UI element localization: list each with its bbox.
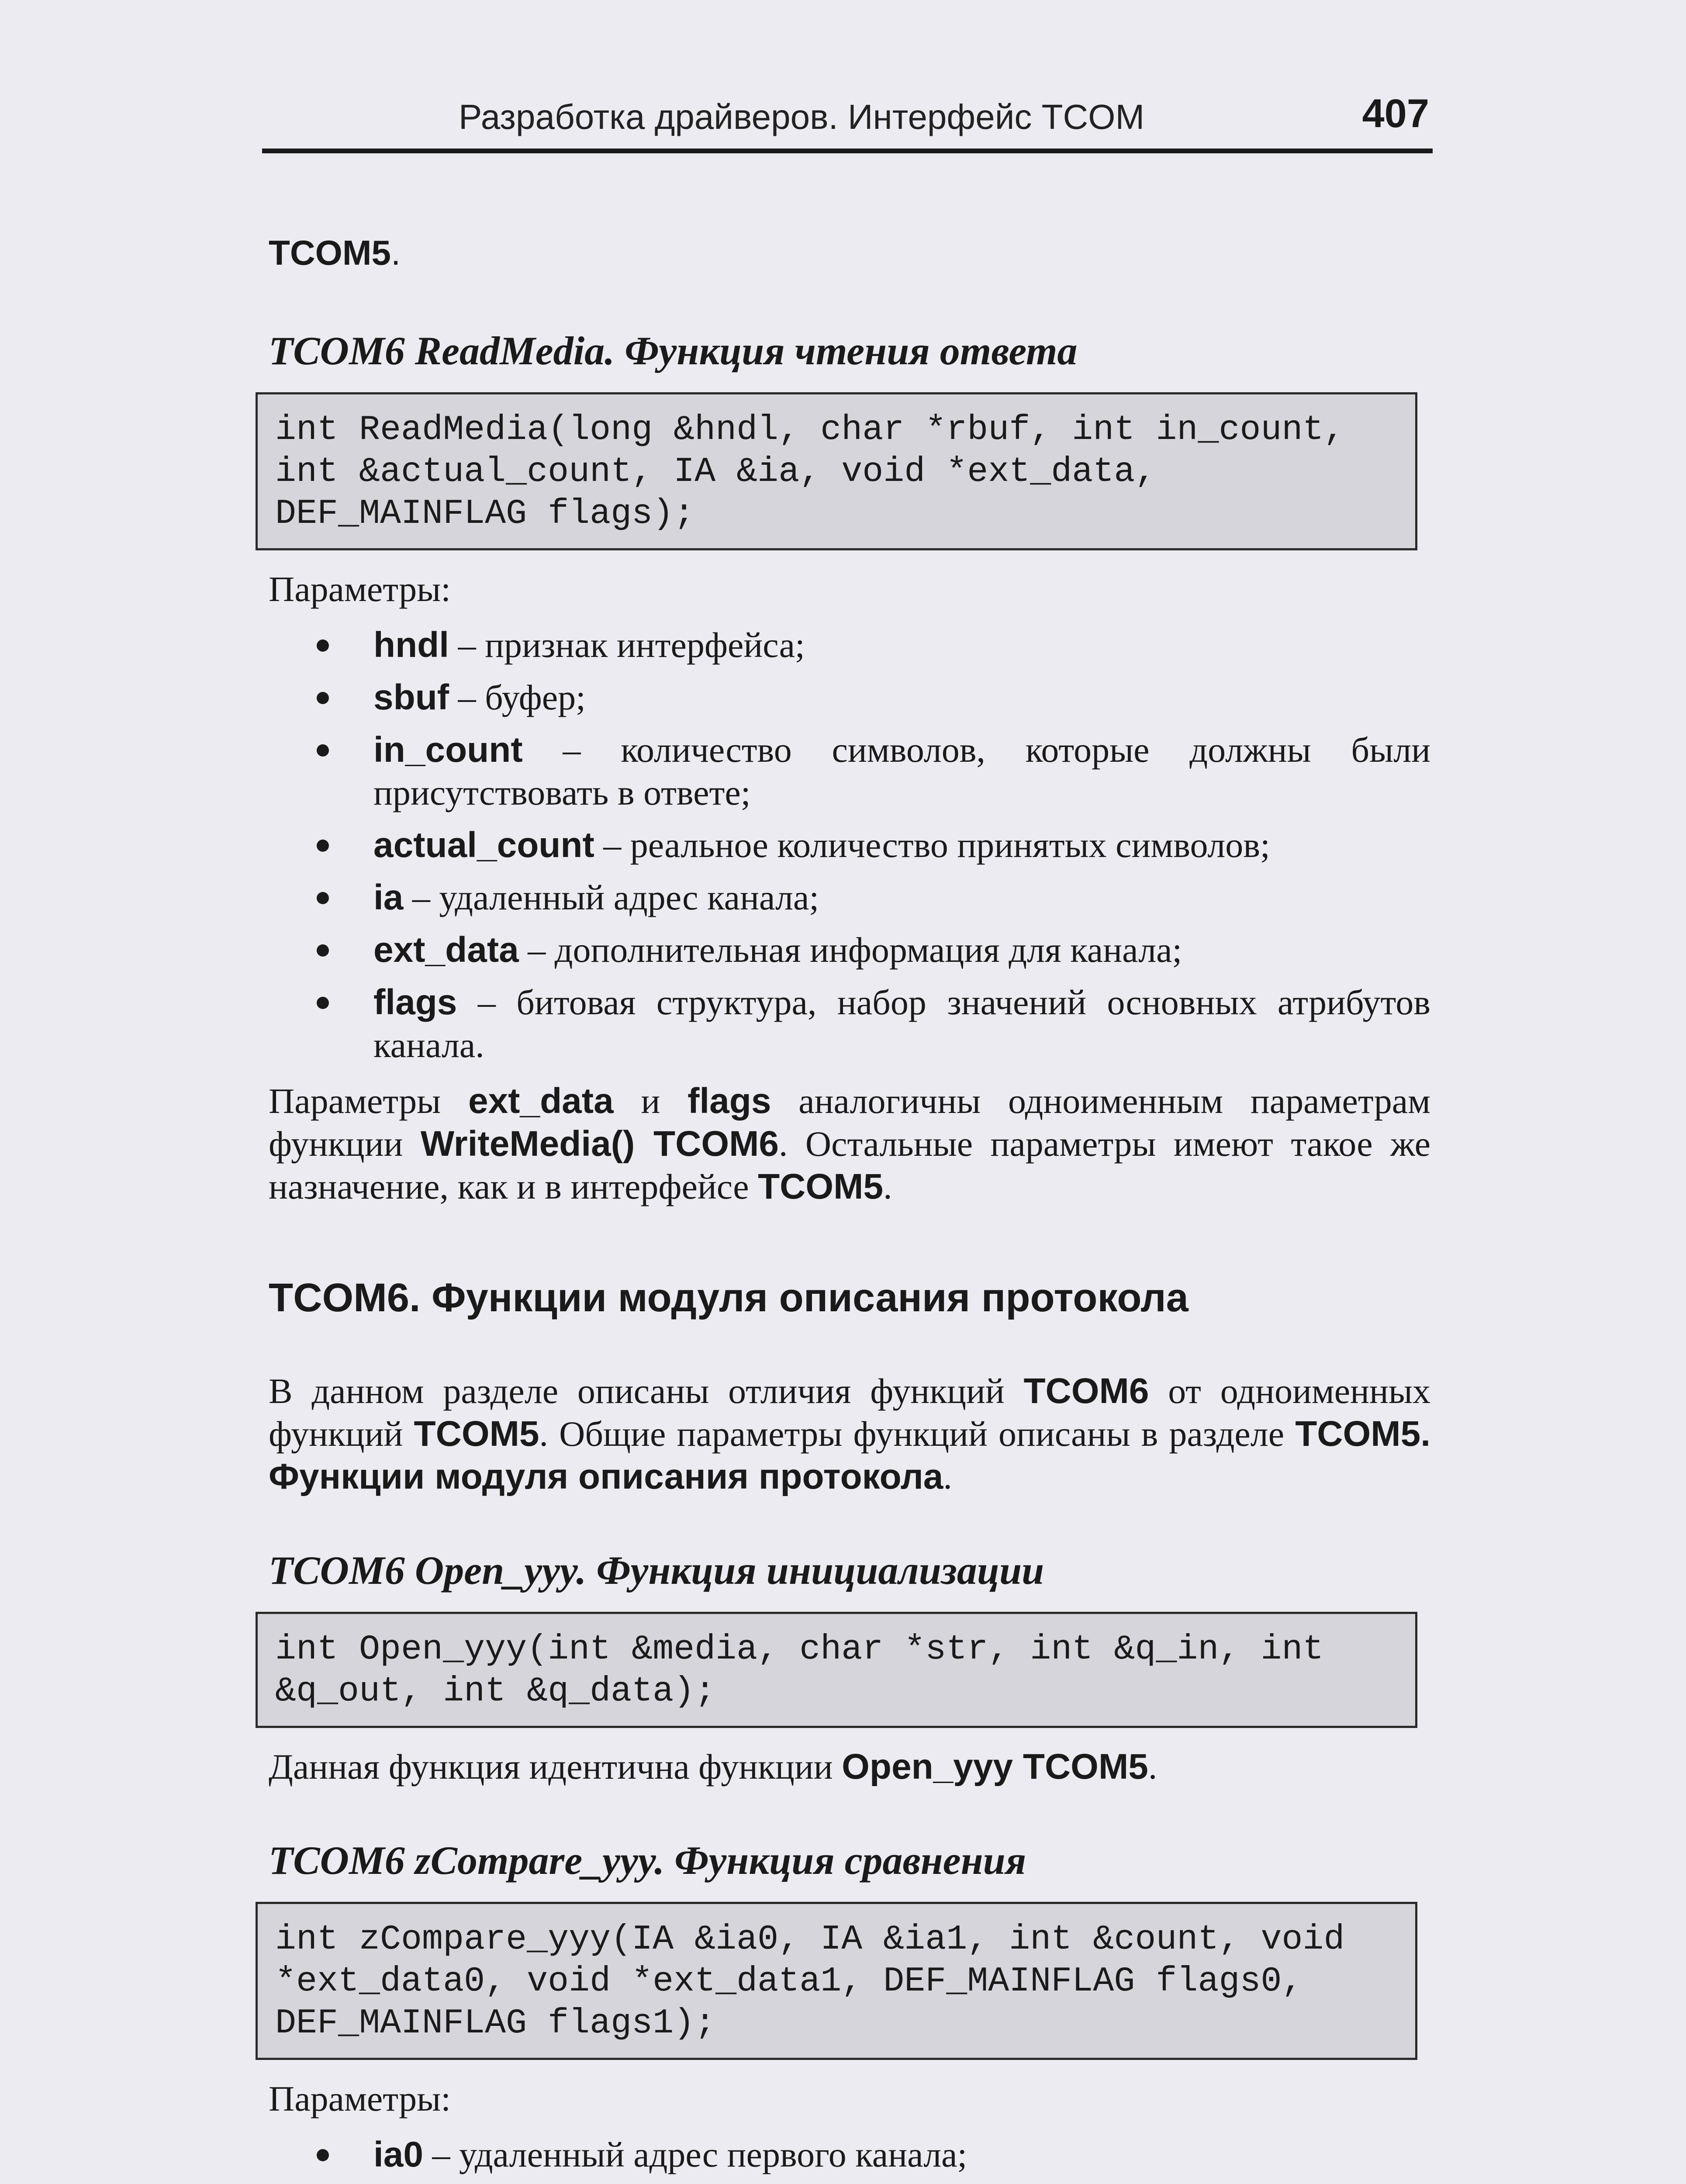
param-name: ia0 xyxy=(373,2135,423,2174)
list-item xyxy=(269,929,1430,971)
list-item xyxy=(269,624,1430,667)
bullet-icon xyxy=(317,944,329,957)
params-label: Параметры: xyxy=(269,569,451,609)
lead-tail: . xyxy=(391,233,401,272)
code-line: int zCompare_yyy(IA &ia0, IA &ia1, int &count, void xyxy=(275,1920,1345,1959)
list-item xyxy=(269,824,1430,867)
param-name: flags xyxy=(373,982,457,1022)
para-text: . Общие параметры функций описаны в разделе xyxy=(539,1414,1296,1454)
note-term: Open_yyy TCOM5 xyxy=(842,1747,1148,1787)
list-item xyxy=(269,2133,1430,2176)
code-line: int Open_yyy(int &media, char *str, int &q_in, int xyxy=(275,1630,1324,1669)
note-text: . xyxy=(883,1167,892,1206)
bullet-icon xyxy=(317,892,329,904)
note-term: TCOM5 xyxy=(758,1167,884,1206)
para-term: TCOM5. Функции модуля описания протокола xyxy=(269,1414,1430,1496)
open-yyy-note xyxy=(269,1745,1430,1788)
code-line: &q_out, int &q_data); xyxy=(275,1672,716,1711)
note-term: WriteMedia() TCOM6 xyxy=(420,1124,779,1164)
section-para xyxy=(269,1370,1430,1498)
bullet-icon xyxy=(317,997,329,1009)
section-heading: TCOM6. Функции модуля описания протокола xyxy=(269,1275,1188,1320)
note-text: . Остальные параметры имеют такое же назначение, как и в интерфейсе xyxy=(269,1124,1430,1206)
note-term: ext_data xyxy=(468,1081,614,1121)
lead-text: TCOM5 xyxy=(269,233,391,272)
header-title: Разработка драйверов. Интерфейс TCOM xyxy=(459,97,1145,136)
param-name: sbuf xyxy=(373,677,449,717)
bullet-icon xyxy=(317,2149,329,2161)
note-text: Параметры xyxy=(269,1081,468,1121)
param-desc: – удаленный адрес первого канала; xyxy=(423,2135,967,2174)
para-text: от одноименных функций xyxy=(269,1371,1430,1454)
list-item xyxy=(269,676,1430,719)
readmedia-params-list xyxy=(269,624,1430,1067)
list-item xyxy=(269,729,1430,814)
param-desc: – признак интерфейса; xyxy=(449,625,805,665)
param-desc: – буфер; xyxy=(449,677,586,717)
bullet-icon xyxy=(317,840,329,852)
params-label: Параметры: xyxy=(269,2079,451,2118)
open-yyy-code-box xyxy=(256,1612,1417,1728)
note-text: Данная функция идентична функции xyxy=(269,1747,842,1787)
readmedia-heading: TCOM6 ReadMedia. Функция чтения ответа xyxy=(269,328,1078,373)
para-term: TCOM6 xyxy=(1023,1371,1149,1411)
readmedia-code-box xyxy=(256,392,1417,550)
readmedia-note xyxy=(269,1080,1430,1208)
param-desc: – реальное количество принятых символов; xyxy=(594,825,1270,865)
note-text: и xyxy=(613,1081,688,1121)
code-line: DEF_MAINFLAG flags1); xyxy=(275,2004,716,2043)
param-desc: – удаленный адрес канала; xyxy=(403,878,819,917)
bullet-icon xyxy=(317,639,329,652)
zcompare-params-list xyxy=(269,2133,1430,2176)
lead-line xyxy=(269,232,1430,274)
note-term: flags xyxy=(688,1081,771,1121)
para-text: . xyxy=(943,1457,952,1496)
zcompare-heading: TCOM6 zCompare_yyy. Функция сравнения xyxy=(269,1838,1026,1883)
code-line: DEF_MAINFLAG flags); xyxy=(275,494,695,534)
para-term: TCOM5 xyxy=(414,1414,539,1454)
param-desc: – количество символов, которые должны были присутствовать в ответе; xyxy=(373,730,1430,812)
bullet-icon xyxy=(317,692,329,704)
zcompare-code-box xyxy=(256,1902,1417,2060)
note-text: аналогичны одноименным параметрам функции xyxy=(269,1081,1430,1164)
param-desc: – дополнительная информация для канала; xyxy=(518,930,1182,970)
list-item xyxy=(269,981,1430,1067)
param-desc: – битовая структура, набор значений основных атрибутов канала. xyxy=(373,982,1430,1065)
open-yyy-heading: TCOM6 Open_yyy. Функция инициализации xyxy=(269,1548,1044,1593)
note-text: . xyxy=(1148,1747,1157,1787)
param-name: hndl xyxy=(373,625,449,665)
page-content xyxy=(269,232,1430,2184)
page-number: 407 xyxy=(1362,91,1429,136)
para-text: В данном разделе описаны отличия функций xyxy=(269,1371,1024,1411)
code-line: int ReadMedia(long &hndl, char *rbuf, int in_count, xyxy=(275,410,1345,450)
running-header xyxy=(262,87,1433,153)
param-name: in_count xyxy=(373,730,523,770)
code-line: int &actual_count, IA &ia, void *ext_data, xyxy=(275,452,1156,492)
code-line: *ext_data0, void *ext_data1, DEF_MAINFLAG flags0, xyxy=(275,1962,1303,2001)
param-name: ia xyxy=(373,878,404,917)
param-name: actual_count xyxy=(373,825,594,865)
param-name: ext_data xyxy=(373,930,519,970)
list-item xyxy=(269,876,1430,919)
bullet-icon xyxy=(317,744,329,757)
